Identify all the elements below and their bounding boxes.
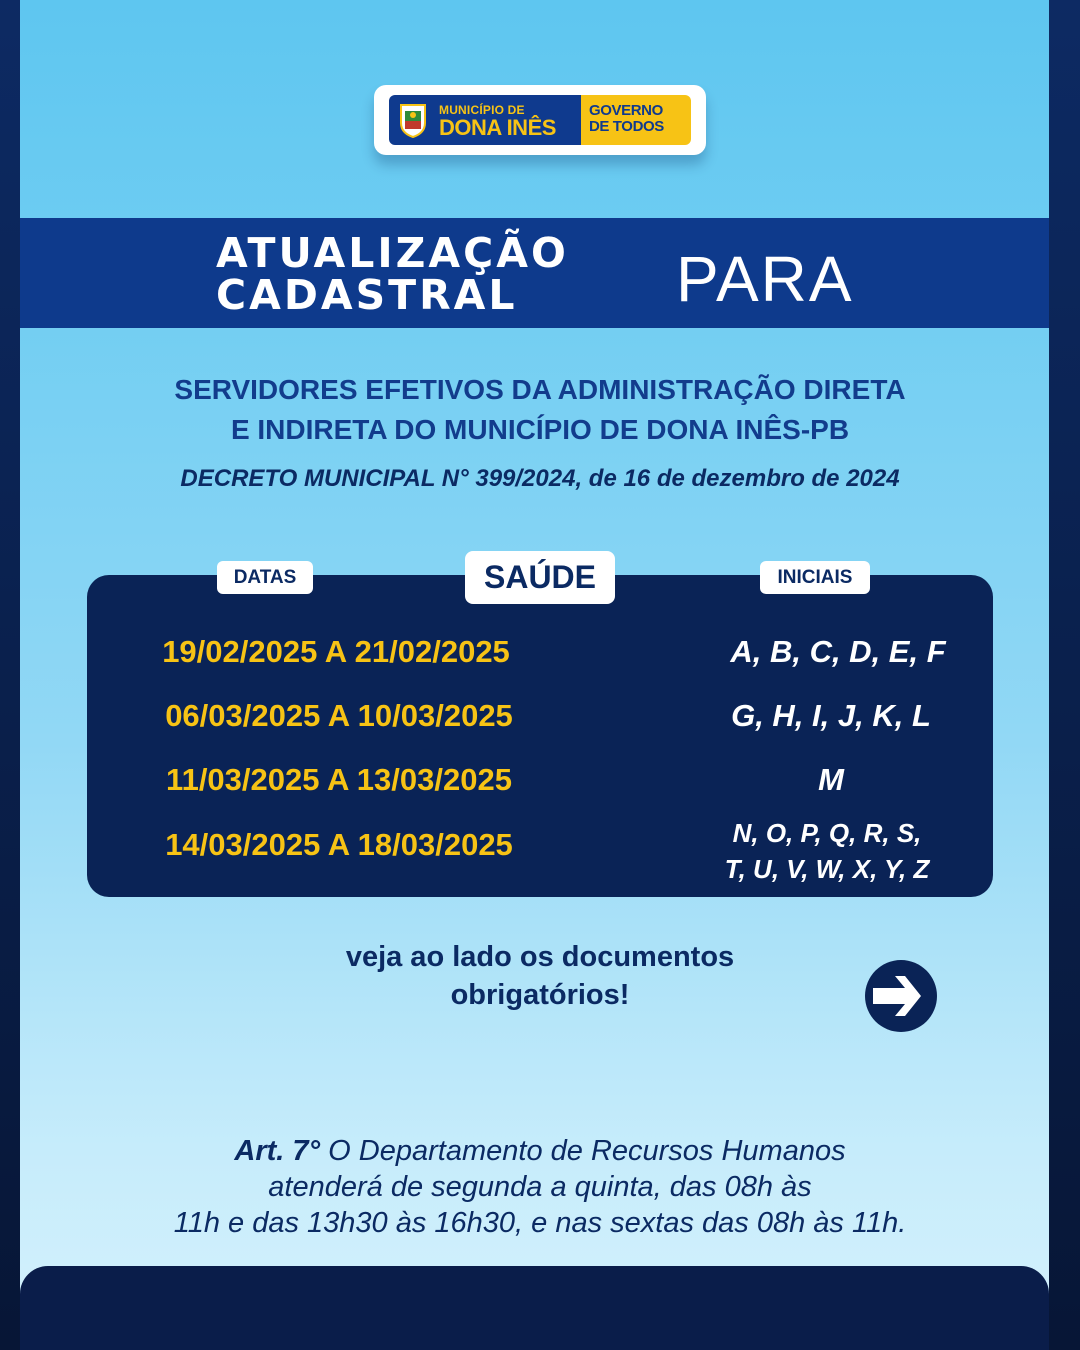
row-3-initials: M — [818, 762, 844, 797]
row-4-initials: N, O, P, Q, R, S, T, U, V, W, X, Y, Z — [724, 818, 930, 884]
header-saude: SAÚDE — [465, 551, 615, 604]
header-datas: DATAS — [217, 561, 313, 594]
banner-title: ATUALIZAÇÃO CADASTRAL — [216, 229, 569, 319]
municipality-logo — [374, 85, 706, 155]
logo-blue-section — [389, 95, 581, 145]
documents-callout: veja ao lado os documentos obrigatórios! — [345, 941, 735, 1011]
arrow-right-circle-icon[interactable] — [865, 960, 937, 1032]
logo-governo-label: GOVERNO DE TODOS — [589, 102, 664, 135]
logo-municipio-label: MUNICÍPIO DE — [439, 103, 525, 117]
row-2-dates: 06/03/2025 A 10/03/2025 — [165, 698, 513, 733]
row-3-dates: 11/03/2025 A 13/03/2025 — [166, 762, 512, 797]
banner-para: PARA — [676, 243, 854, 315]
page-subtitle: SERVIDORES EFETIVOS DA ADMINISTRAÇÃO DIRETA E INDIRETA DO MUNICÍPIO DE DONA INÊS-PB — [174, 374, 906, 445]
logo-yellow-section — [581, 95, 691, 145]
row-1-initials: A, B, C, D, E, F — [730, 634, 946, 669]
crest-icon — [397, 101, 429, 139]
row-4-dates: 14/03/2025 A 18/03/2025 — [165, 827, 513, 862]
footer-bar — [20, 1266, 1049, 1350]
decree-reference: DECRETO MUNICIPAL N° 399/2024, de 16 de dezembro de 2024 — [180, 465, 900, 492]
row-2-initials: G, H, I, J, K, L — [731, 698, 931, 733]
row-1-dates: 19/02/2025 A 21/02/2025 — [162, 634, 510, 669]
header-iniciais: INICIAIS — [760, 561, 870, 594]
title-banner — [20, 218, 1049, 328]
article-label: Art. 7° — [234, 1135, 321, 1167]
logo-dona-ines-label: DONA INÊS — [439, 115, 556, 140]
article-text: Art. 7° O Departamento de Recursos Humanos atenderá de segunda a quinta, das 08h às 11h e das 13h30 às 16h30, e nas sextas das 08h às 11h. — [173, 1135, 907, 1239]
